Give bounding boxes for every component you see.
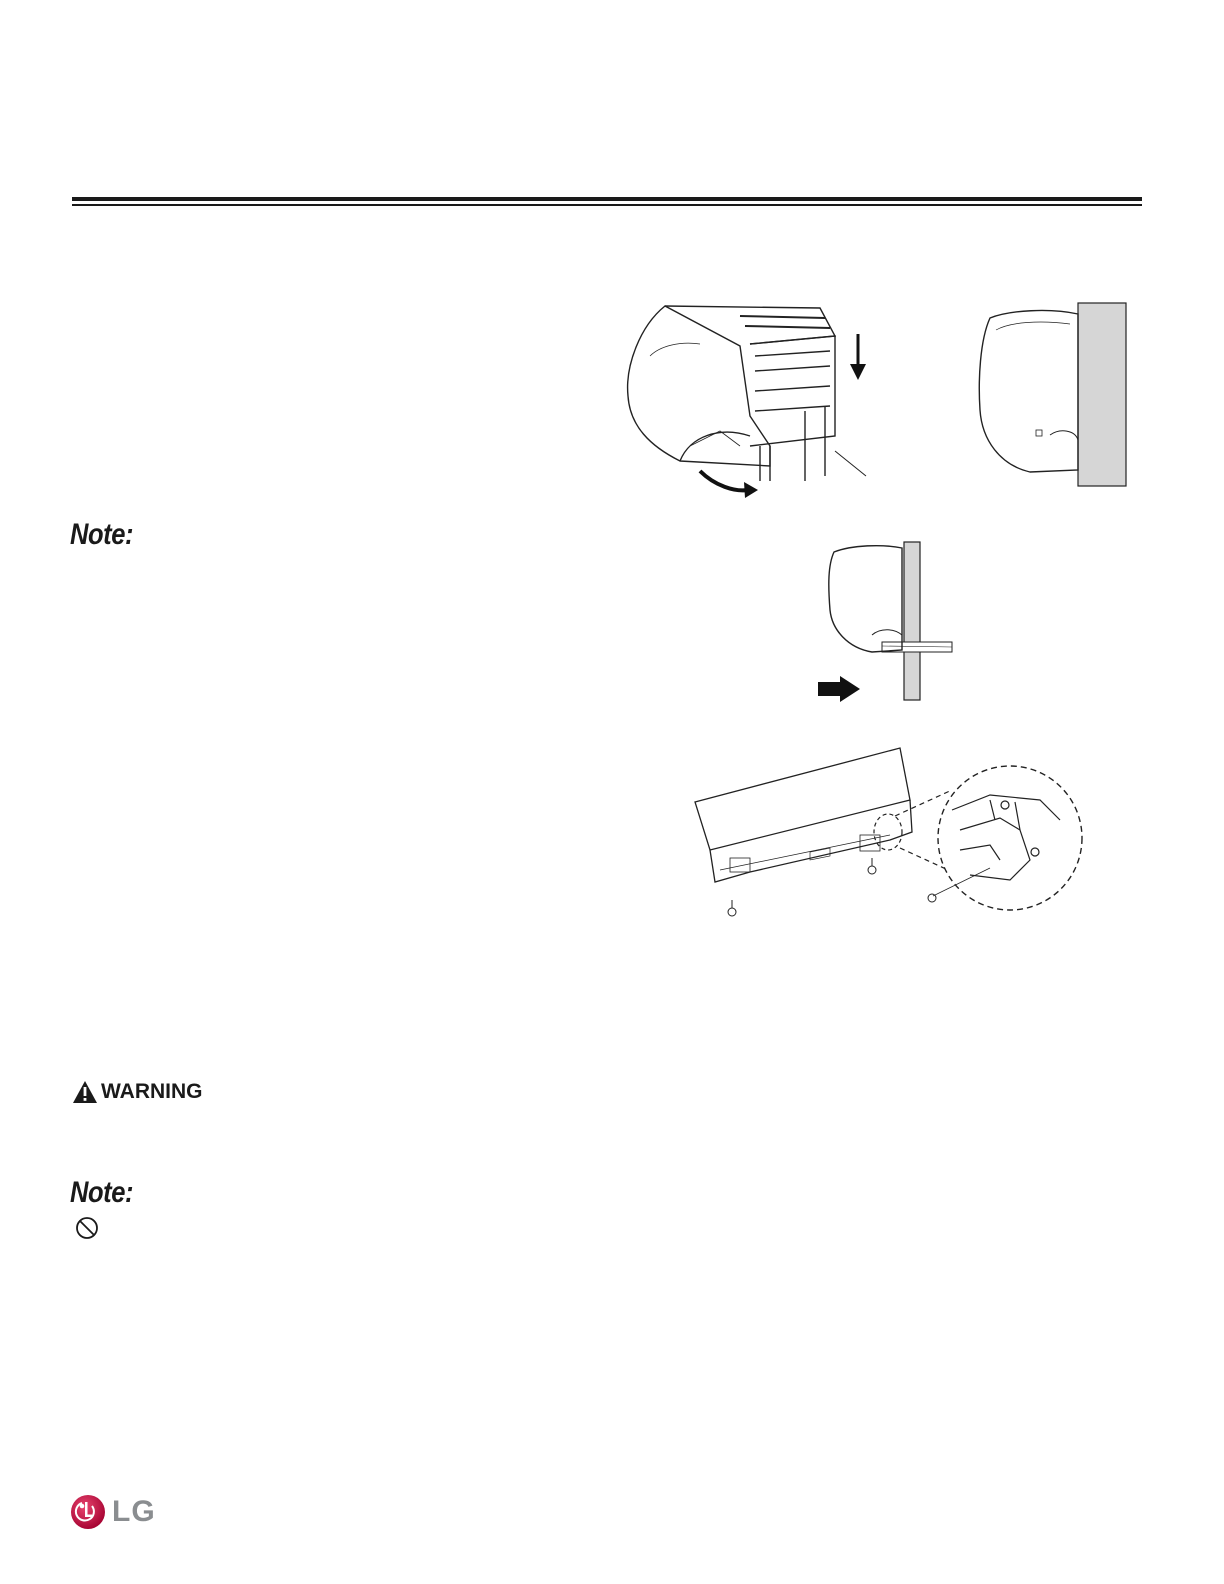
header-rule-thick	[72, 197, 1142, 201]
warning-label	[72, 1080, 203, 1104]
warning-text: WARNING	[101, 1080, 203, 1103]
warning-triangle-icon	[72, 1080, 98, 1104]
lg-logo-text: LG	[112, 1495, 156, 1528]
note-heading-2: Note:	[70, 1176, 134, 1209]
note-heading-1: Note:	[70, 518, 134, 551]
figure-unit-against-wall	[970, 300, 1130, 490]
prohibition-icon	[75, 1216, 99, 1240]
figure-unit-hook-onto-plate	[620, 296, 890, 510]
header-rule-thin	[72, 204, 1142, 206]
lg-logo	[70, 1494, 156, 1530]
figure-push-unit-to-wall	[812, 540, 962, 702]
figure-bottom-screw-detail	[690, 740, 1090, 925]
lg-logo-icon	[70, 1494, 106, 1530]
